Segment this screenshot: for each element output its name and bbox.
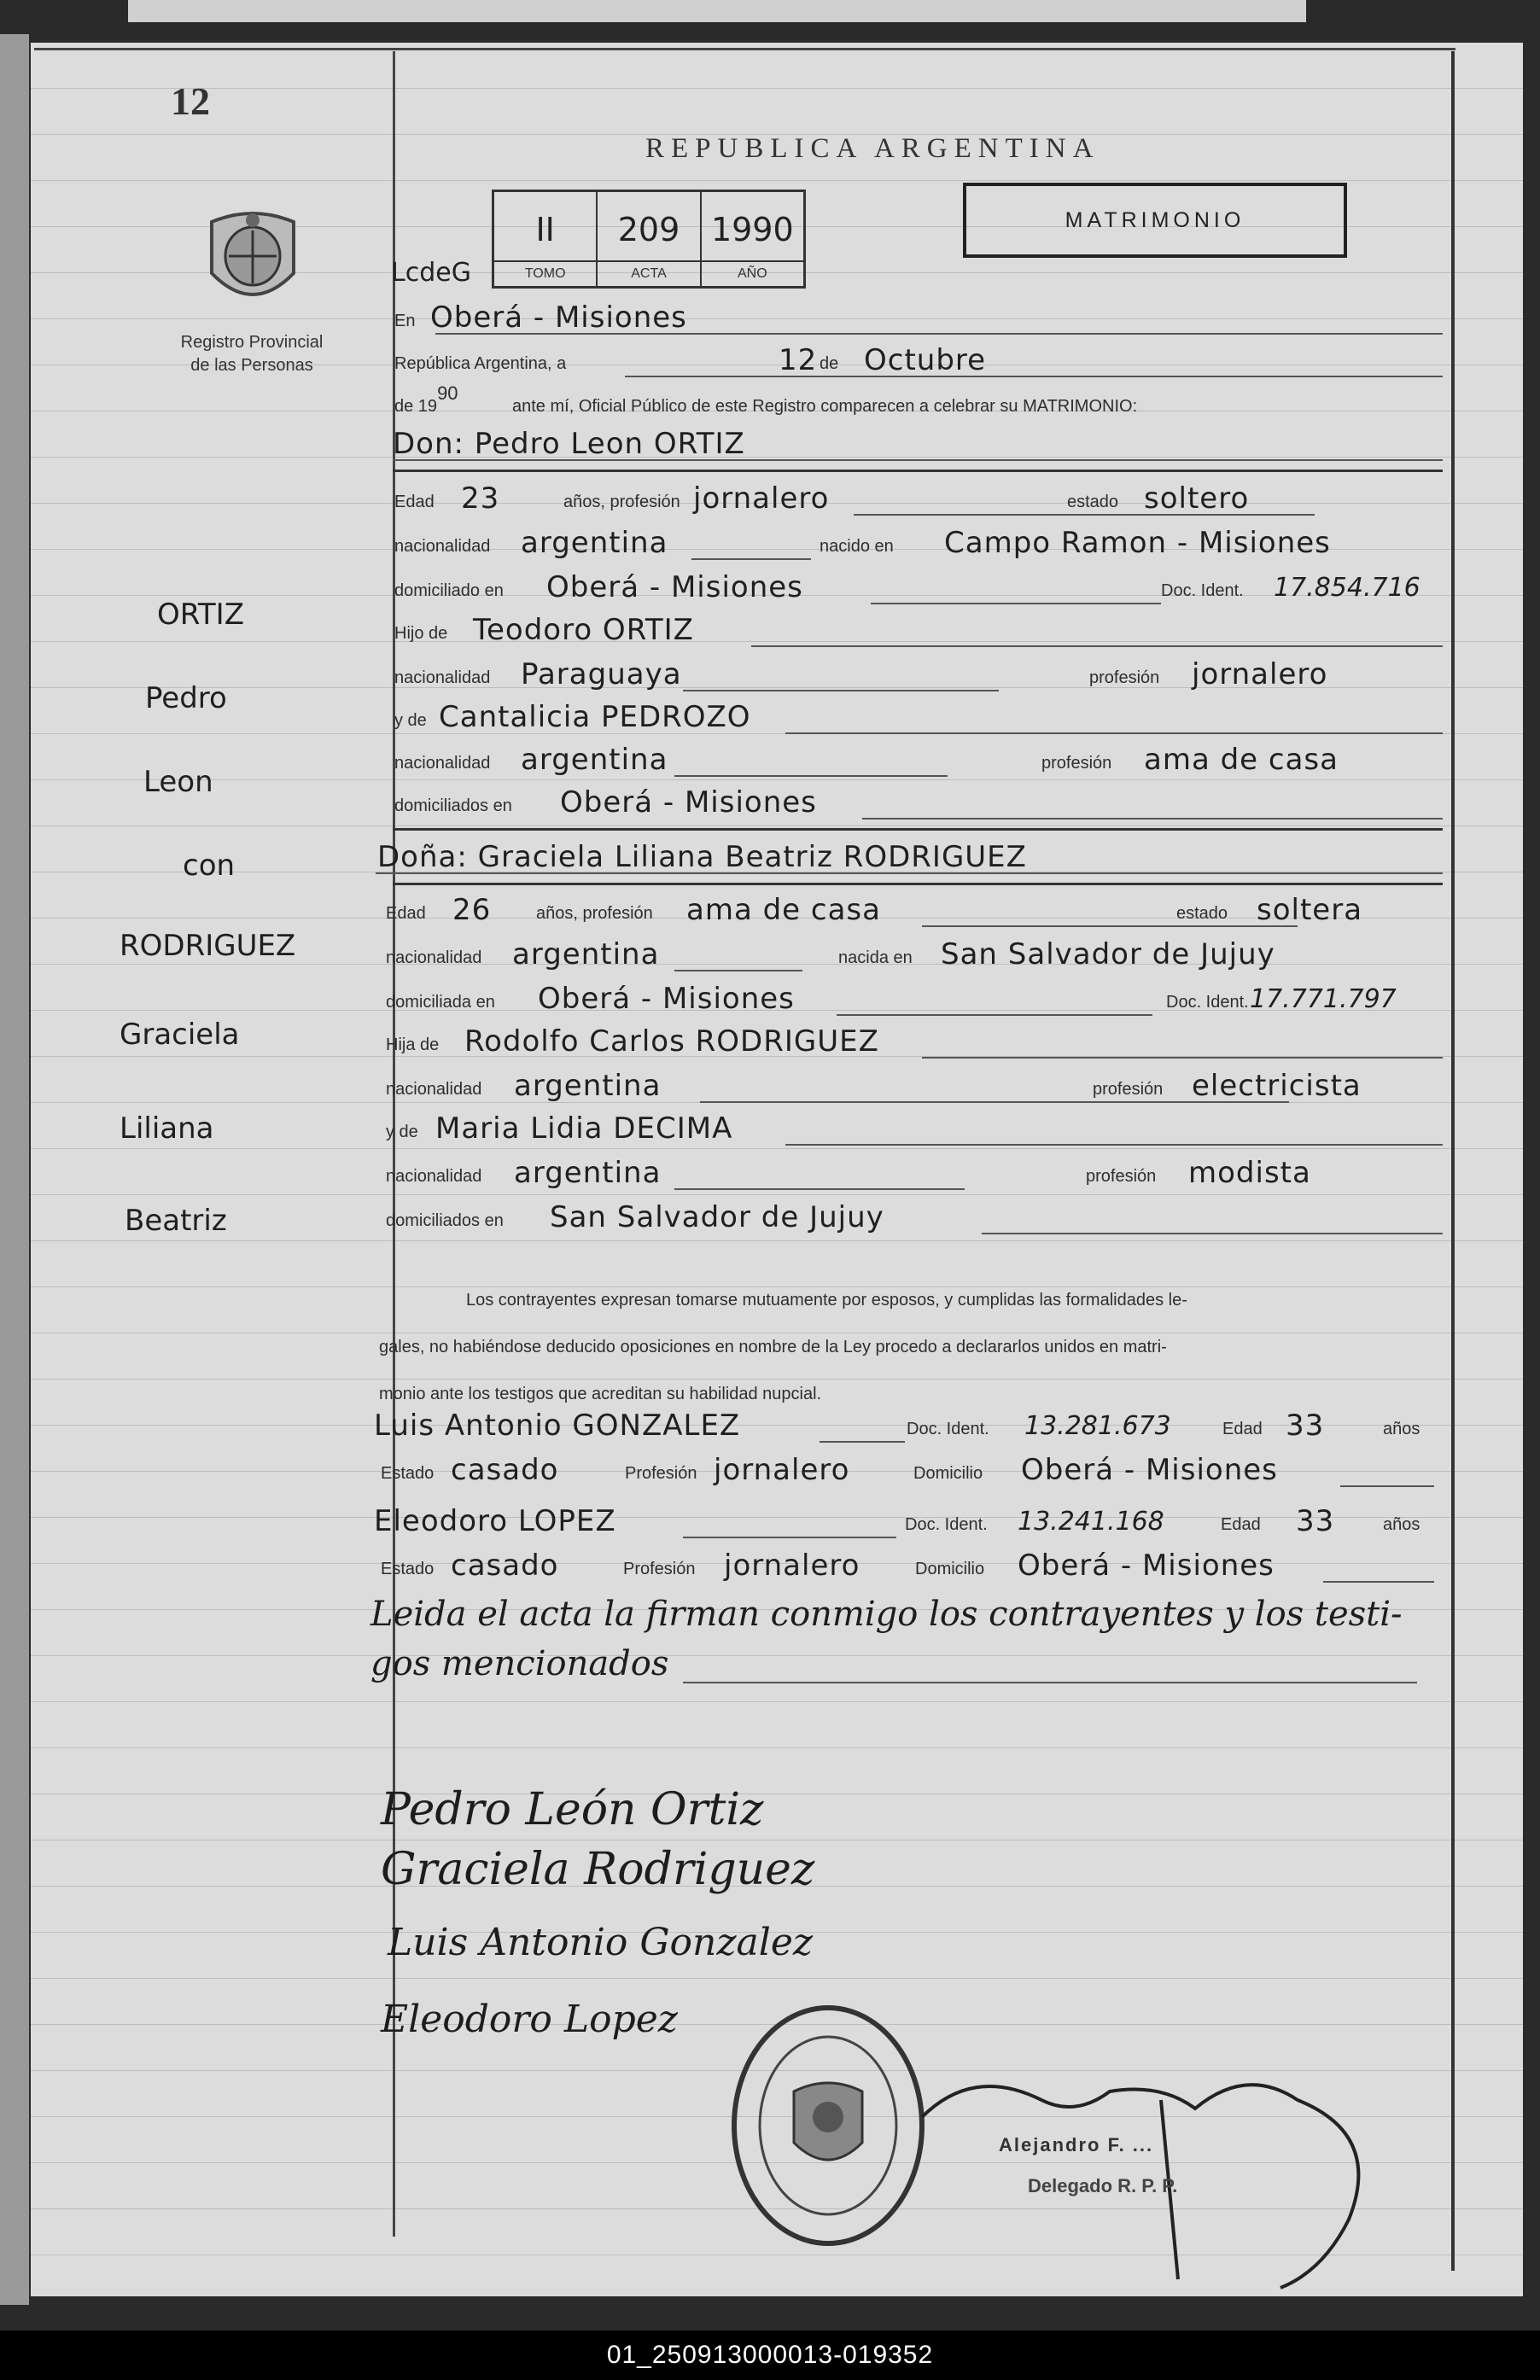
witness-1-name: Luis Antonio GONZALEZ	[374, 1409, 741, 1443]
profesion-label: Profesión	[623, 1560, 696, 1578]
closing-rule	[683, 1682, 1417, 1683]
father-prof-label: profesión	[1093, 1080, 1164, 1099]
scan-footer	[0, 2330, 1540, 2380]
country-heading: REPUBLICA ARGENTINA	[645, 133, 1100, 164]
bride-nat-row	[386, 936, 1443, 977]
declaration-line-3: monio ante los testigos que acreditan su habilidad nupcial.	[379, 1385, 822, 1403]
rule	[751, 645, 1443, 647]
page-number: 12	[171, 79, 210, 123]
closing-line-2: gos mencionados	[370, 1644, 669, 1683]
groom-nat-row	[393, 524, 1443, 565]
bride-father: Rodolfo Carlos RODRIGUEZ	[464, 1024, 879, 1059]
rule	[837, 1014, 1152, 1016]
edad-label: Edad	[386, 904, 426, 923]
domicilio-label: Domicilio	[913, 1464, 983, 1483]
groom-father-nationality: Paraguaya	[521, 657, 682, 691]
declaration-text	[379, 1277, 1434, 1418]
declaration-line-1: Los contrayentes expresan tomarse mutuamente por esposos, y cumplidas las formalidades le-	[466, 1291, 1187, 1310]
witness-1-row	[374, 1407, 1443, 1448]
bride-mother: Maria Lidia DECIMA	[435, 1111, 733, 1146]
bride-mother-nat-row	[386, 1154, 1443, 1195]
bride-father-nationality: argentina	[514, 1069, 662, 1103]
anio-value: 1990	[710, 211, 794, 248]
edad-label: Edad	[1221, 1515, 1261, 1534]
parents-dom-label: domiciliados en	[386, 1211, 504, 1230]
margin-given-3: Graciela	[120, 1018, 240, 1052]
rule	[922, 1057, 1443, 1059]
rule	[1340, 1485, 1434, 1487]
groom-mother-nationality: argentina	[521, 743, 668, 777]
groom-parents-domicile: Oberá - Misiones	[560, 785, 817, 820]
statement-text: ante mí, Oficial Público de este Registro comparecen a celebrar su MATRIMONIO:	[512, 397, 1138, 416]
nacido-label: nacido en	[820, 537, 894, 556]
domiciliado-label: domiciliado en	[394, 581, 504, 600]
registry-line-1: Registro Provincial	[180, 333, 324, 352]
declaration-line-2: gales, no habiéndose deducido oposiciones en nombre de la Ley procedo a declararlos unidos en matri-	[379, 1338, 1167, 1356]
bride-age-row	[386, 891, 1443, 932]
rule	[982, 1233, 1443, 1234]
rule	[683, 690, 999, 691]
adjacent-page-edge	[128, 0, 1306, 22]
anos-label: años, profesión	[536, 904, 653, 923]
parents-dom-label: domiciliados en	[394, 796, 512, 815]
groom-parents-dom-row	[393, 784, 1443, 825]
bride-age: 26	[452, 893, 492, 927]
signature-bride: Graciela Rodriguez	[381, 1844, 815, 1895]
tomo-cell	[494, 192, 598, 286]
bride-dom-row	[386, 980, 1443, 1021]
bride-mother-nationality: argentina	[514, 1156, 662, 1190]
bride-parents-dom-row	[386, 1199, 1443, 1240]
witness-1-age: 33	[1286, 1409, 1325, 1443]
witness-2-age: 33	[1296, 1504, 1335, 1538]
rule	[785, 1144, 1443, 1146]
provincial-seal-icon	[203, 205, 302, 316]
rule	[820, 1441, 905, 1443]
doc-label: Doc. Ident.	[905, 1515, 988, 1534]
father-prof-label: profesión	[1089, 668, 1160, 687]
rule	[1323, 1581, 1434, 1583]
book-spine-edge	[0, 34, 29, 2305]
witness-1-status: casado	[451, 1453, 559, 1487]
bride-father-profession: electricista	[1192, 1069, 1362, 1103]
rule	[922, 925, 1298, 927]
bride-domicile: Oberá - Misiones	[538, 982, 795, 1016]
rule	[674, 970, 802, 971]
registry-line-2: de las Personas	[190, 356, 313, 375]
groom-father: Teodoro ORTIZ	[473, 613, 694, 647]
registry-code: LcdeG	[391, 258, 471, 288]
acta-cell	[598, 192, 701, 286]
witness-2-row	[374, 1502, 1443, 1543]
father-nat-label: nacionalidad	[394, 668, 491, 687]
margin-surname-1: ORTIZ	[157, 598, 244, 632]
officer-title: Delegado R. P. P.	[1028, 2175, 1178, 2196]
acta-value: 209	[617, 211, 680, 248]
bride-mother-row	[386, 1110, 1443, 1151]
bride-parents-domicile: San Salvador de Jujuy	[550, 1200, 884, 1234]
date-row	[393, 341, 1443, 382]
mother-nat-label: nacionalidad	[386, 1167, 482, 1186]
de-label: de	[820, 354, 839, 373]
estado-label: Estado	[381, 1560, 435, 1578]
witness-1-doc: 13.281.673	[1024, 1411, 1171, 1441]
domiciliada-label: domiciliada en	[386, 993, 495, 1012]
rule	[674, 775, 948, 777]
margin-surname-2: RODRIGUEZ	[120, 929, 296, 963]
anio-cell	[702, 192, 803, 286]
place-value: Oberá - Misiones	[430, 300, 687, 335]
groom-status: soltero	[1144, 481, 1250, 516]
witness-2-doc: 13.241.168	[1018, 1507, 1164, 1537]
estado-label: Estado	[381, 1464, 435, 1483]
witness-1-profession: jornalero	[714, 1453, 850, 1487]
groom-nationality: argentina	[521, 526, 668, 560]
republica-label: República Argentina, a	[394, 354, 567, 373]
witness-1-domicile: Oberá - Misiones	[1021, 1453, 1278, 1487]
groom-age-row	[393, 480, 1443, 521]
doc-label: Doc. Ident.	[1161, 581, 1244, 600]
record-reference-box	[492, 190, 806, 289]
bride-father-row	[386, 1023, 1443, 1064]
doc-label: Doc. Ident.	[1166, 993, 1249, 1012]
rule	[691, 558, 811, 560]
closing-line-1: Leida el acta la firman conmigo los contrayentes y los testi-	[370, 1595, 1403, 1634]
mother-prof-label: profesión	[1086, 1167, 1157, 1186]
registry-name	[145, 331, 359, 377]
bride-status: soltera	[1257, 893, 1363, 927]
day-value: 12	[779, 343, 818, 377]
witness-2-domicile: Oberá - Misiones	[1018, 1549, 1275, 1583]
officer-name: Alejandro F. ...	[999, 2134, 1154, 2155]
signature-witness-2: Eleodoro Lopez	[381, 1998, 678, 2041]
father-nat-label: nacionalidad	[386, 1080, 482, 1099]
edad-label: Edad	[1222, 1420, 1263, 1438]
groom-father-nat-row	[393, 656, 1443, 697]
page-frame-top	[34, 48, 1455, 50]
y-de-label: y de	[394, 711, 427, 730]
rule	[683, 1537, 896, 1538]
edad-label: Edad	[394, 493, 435, 511]
mother-nat-label: nacionalidad	[394, 754, 491, 773]
witness-1-detail-row	[381, 1451, 1443, 1492]
rule	[871, 603, 1161, 604]
estado-label: estado	[1067, 493, 1119, 511]
place-row	[393, 299, 1443, 340]
margin-given-1: Pedro	[145, 681, 227, 715]
statement-row	[393, 384, 1443, 425]
hija-label: Hija de	[386, 1035, 440, 1054]
witness-2-name: Eleodoro LOPEZ	[374, 1504, 616, 1538]
margin-given-2: Leon	[143, 765, 213, 799]
margin-given-5: Beatriz	[125, 1204, 227, 1238]
bride-name: Doña: Graciela Liliana Beatriz RODRIGUEZ	[377, 840, 1027, 874]
anos-label: años, profesión	[563, 493, 680, 511]
groom-header-row	[393, 425, 1443, 466]
groom-domicile: Oberá - Misiones	[546, 570, 803, 604]
document-type-box: MATRIMONIO	[963, 183, 1347, 258]
witness-2-profession: jornalero	[724, 1549, 860, 1583]
groom-doc: 17.854.716	[1274, 573, 1420, 603]
rule	[625, 376, 1443, 377]
signature-groom: Pedro León Ortiz	[381, 1784, 764, 1835]
anio-label: AÑO	[702, 260, 803, 286]
margin-given-4: Liliana	[120, 1111, 214, 1146]
witness-2-status: casado	[451, 1549, 559, 1583]
groom-mother-row	[393, 698, 1443, 739]
anos-label: años	[1383, 1420, 1420, 1438]
en-label: En	[394, 312, 416, 330]
groom-dom-row	[393, 569, 1443, 610]
witness-2-detail-row	[381, 1547, 1443, 1588]
year-prefix: de 19	[394, 397, 438, 416]
tomo-label: TOMO	[494, 260, 596, 286]
hijo-label: Hijo de	[394, 624, 448, 643]
bride-mother-profession: modista	[1188, 1156, 1311, 1190]
section-rule	[393, 883, 1443, 885]
year-suffix: 90	[437, 382, 458, 404]
profesion-label: Profesión	[625, 1464, 697, 1483]
tomo-value: II	[535, 211, 555, 248]
page-frame-right	[1451, 51, 1455, 2271]
rule	[785, 732, 1443, 734]
groom-mother: Cantalicia PEDROZO	[439, 700, 751, 734]
scan-id: 01_250913000013-019352	[606, 2341, 934, 2369]
nacida-label: nacida en	[838, 948, 913, 967]
bride-header-row	[377, 838, 1443, 879]
nacionalidad-label: nacionalidad	[386, 948, 482, 967]
y-de-label: y de	[386, 1123, 418, 1141]
bride-father-nat-row	[386, 1067, 1443, 1108]
groom-name: Don: Pedro Leon ORTIZ	[393, 427, 745, 461]
groom-birthplace: Campo Ramon - Misiones	[944, 526, 1331, 560]
rule	[862, 818, 1443, 820]
acta-label: ACTA	[598, 260, 699, 286]
month-value: Octubre	[864, 343, 987, 377]
mother-prof-label: profesión	[1041, 754, 1112, 773]
groom-father-profession: jornalero	[1192, 657, 1328, 691]
groom-father-row	[393, 611, 1443, 652]
nacionalidad-label: nacionalidad	[394, 537, 491, 556]
margin-connector: con	[183, 849, 236, 883]
groom-age: 23	[461, 481, 500, 516]
groom-profession: jornalero	[693, 481, 830, 516]
anos-label: años	[1383, 1515, 1420, 1534]
doc-label: Doc. Ident.	[907, 1420, 989, 1438]
section-rule	[393, 470, 1443, 472]
bride-doc: 17.771.797	[1250, 984, 1397, 1014]
groom-mother-profession: ama de casa	[1144, 743, 1339, 777]
estado-label: estado	[1176, 904, 1228, 923]
domicilio-label: Domicilio	[915, 1560, 985, 1578]
signature-witness-1: Luis Antonio Gonzalez	[388, 1921, 814, 1964]
groom-mother-nat-row	[393, 741, 1443, 782]
bride-nationality: argentina	[512, 937, 660, 971]
rule	[674, 1188, 965, 1190]
bride-profession: ama de casa	[686, 893, 881, 927]
official-stamp-icon	[726, 1998, 930, 2254]
year-line	[394, 382, 458, 417]
section-rule	[393, 828, 1443, 831]
bride-birthplace: San Salvador de Jujuy	[941, 937, 1275, 971]
